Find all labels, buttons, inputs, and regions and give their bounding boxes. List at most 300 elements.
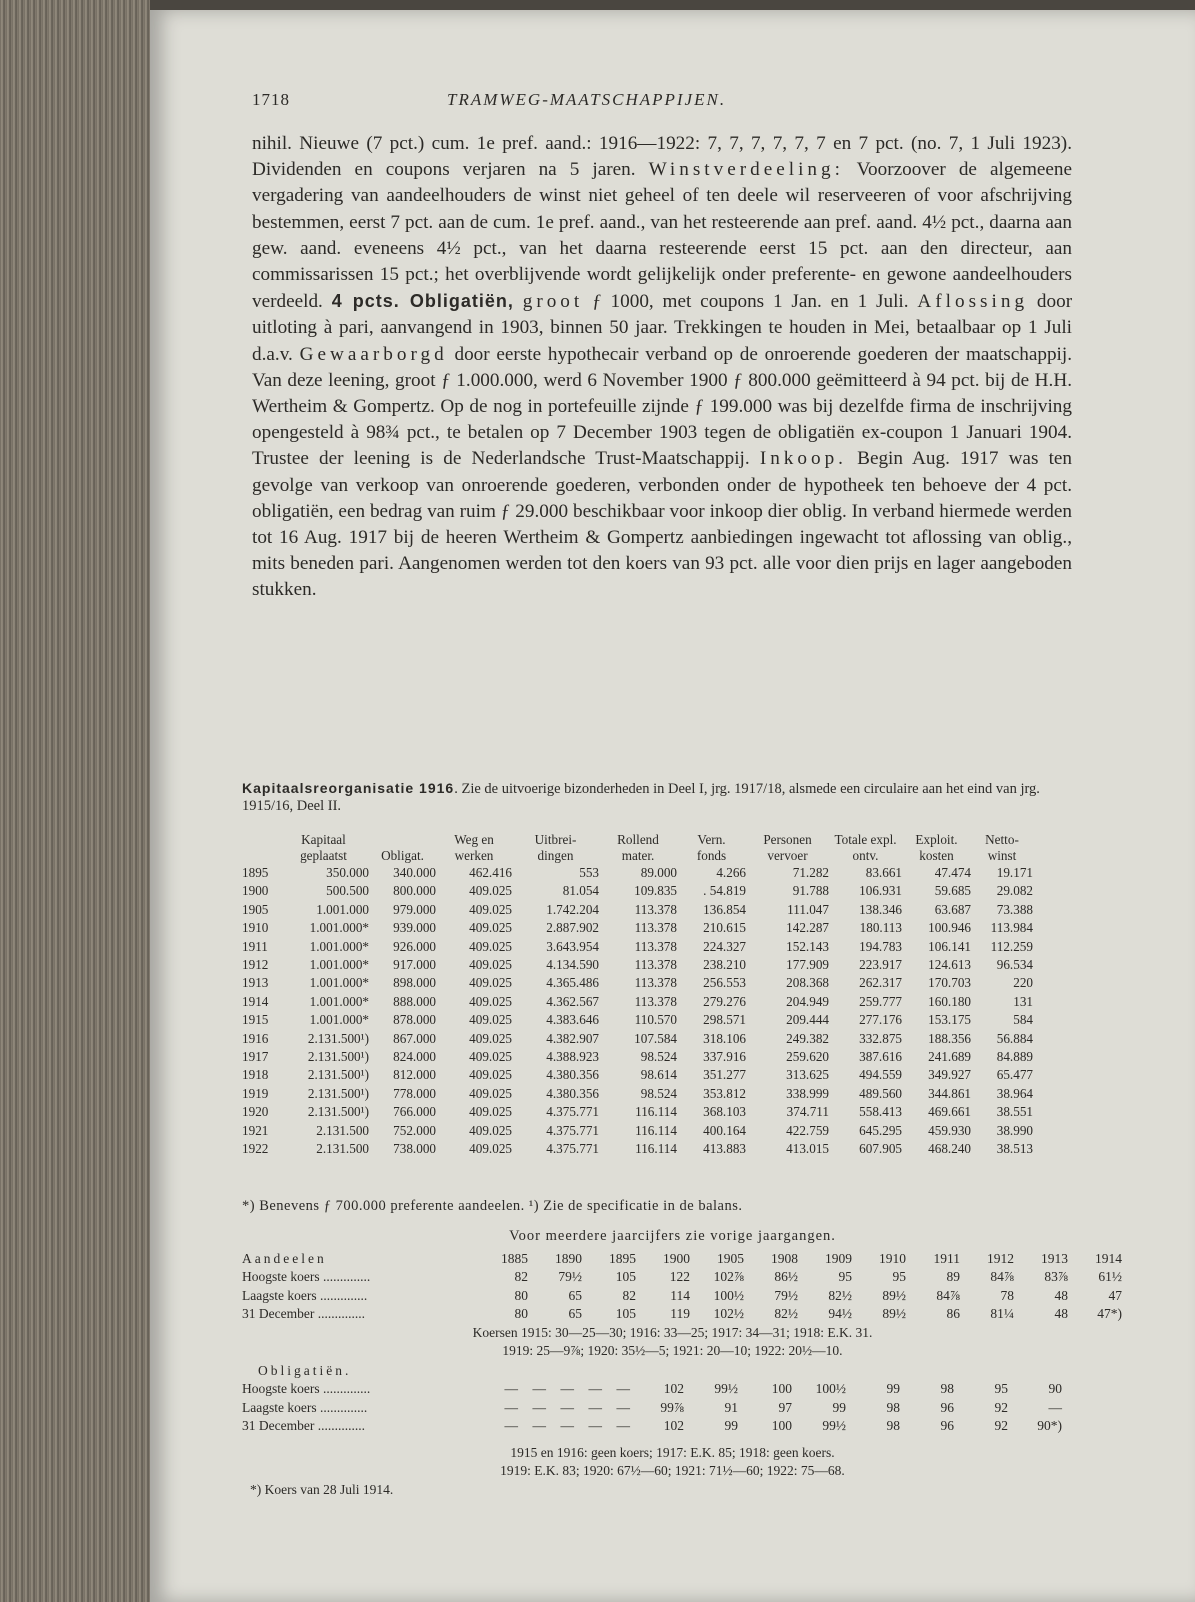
row-label: Hoogste koers ..............	[242, 1269, 371, 1285]
table-cell: 102	[663, 1418, 684, 1434]
financial-table	[242, 832, 1033, 1159]
table-cell: 99⅞	[660, 1399, 684, 1415]
obligatien-table	[242, 1362, 1062, 1436]
col-header: Netto- winst	[985, 832, 1019, 863]
table-cell: 778.000	[393, 1085, 436, 1101]
table-cell: 152.143	[786, 938, 829, 954]
table-cell: 113.984	[990, 920, 1033, 936]
table-cell: —	[588, 1381, 602, 1397]
table-cell: 409.025	[469, 1012, 512, 1028]
table-cell: 99	[886, 1381, 900, 1397]
table-cell: 867.000	[393, 1030, 436, 1046]
year-cell: 1922	[242, 1141, 269, 1157]
year-cell: 1909	[825, 1251, 852, 1266]
col-header: Totale expl. ontv.	[834, 832, 897, 863]
table-cell: 79½	[558, 1269, 582, 1285]
year-cell: 1920	[242, 1104, 269, 1120]
table-cell: 939.000	[393, 920, 436, 936]
table-cell: 338.999	[786, 1085, 829, 1101]
table-cell: 38.513	[996, 1141, 1033, 1157]
table-cell: 413.883	[703, 1141, 746, 1157]
obligatien-footnote: *) Koers van 28 Juli 1914.	[250, 1482, 394, 1497]
table-cell: 84.889	[996, 1049, 1033, 1065]
obligatien-title-row	[242, 1362, 1062, 1380]
table-cell: 210.615	[703, 920, 746, 936]
year-cell: 1913	[242, 975, 269, 991]
text-gewaarborgd: door eerste hypothecair verband op de onroerende goederen der maatschappij. Van deze leening, groot ƒ 1.000.000, werd 6 November 1900 ƒ 800.000 geëmitteerd à 94 pct. bij de H.H. Wertheim & Gompertz. Op de nog in portefeuille zijnde ƒ 199.000 was bij dezelfde firma de inschrijving opengesteld à 98¾ pct., te betalen op 7 December 1903 tegen de obligatiën ex-coupon 1 Januari 1904. Trustee der leening is de Nederlandsche Trust-Maatschappij.	[252, 343, 1073, 470]
table-cell: 4.388.923	[546, 1049, 599, 1065]
table-cell: . 54.819	[703, 883, 746, 899]
col-header: Uitbrei- dingen	[534, 832, 577, 863]
table-cell: 4.365.486	[546, 975, 599, 991]
kapitaalsreorganisatie-text: . Zie de uitvoerige bizonderheden in Deel I, jrg. 1917/18, alsmede een circulaire aan het eind van jrg. 1915/16, Deel II.	[242, 781, 1040, 814]
table-cell: 100½	[815, 1381, 846, 1397]
table-row	[242, 938, 1033, 956]
body-paragraph	[252, 131, 1072, 604]
table-cell: 59.685	[934, 883, 971, 899]
table-cell: 90	[1048, 1381, 1062, 1397]
table-cell: 84⅞	[936, 1287, 960, 1303]
table-cell: 332.875	[859, 1030, 902, 1046]
table-cell: 979.000	[393, 901, 436, 917]
table-row	[242, 864, 1033, 882]
year-cell: 1890	[555, 1251, 582, 1266]
table-cell: 262.317	[859, 975, 902, 991]
year-cell: 1905	[717, 1251, 744, 1266]
table-cell: 350.000	[326, 865, 369, 880]
table-cell: 738.000	[393, 1141, 436, 1157]
table-cell: 82	[514, 1269, 528, 1285]
table-cell: —	[532, 1399, 546, 1415]
table-cell: 387.616	[859, 1049, 902, 1065]
table-cell: —	[588, 1418, 602, 1434]
table-cell: 800.000	[393, 883, 436, 899]
table-cell: 2.131.500	[316, 1141, 369, 1157]
table-cell: 105	[615, 1269, 636, 1285]
aandeelen-title: Aandeelen	[242, 1251, 327, 1266]
table-cell: 100½	[713, 1287, 744, 1303]
page-number: 1718	[252, 90, 290, 109]
col-header: Rollend mater.	[617, 832, 659, 863]
table-cell: 160.180	[928, 993, 971, 1009]
table-cell: 92	[994, 1399, 1008, 1415]
document-page	[150, 10, 1195, 1602]
table-cell: 194.783	[859, 938, 902, 954]
table-cell: 65	[568, 1287, 582, 1303]
table-cell: 259.777	[859, 993, 902, 1009]
table-cell: 409.025	[469, 975, 512, 991]
book-page-edges	[0, 0, 150, 1602]
table-cell: 279.276	[703, 993, 746, 1009]
table-cell: 136.854	[703, 901, 746, 917]
table-cell: 766.000	[393, 1104, 436, 1120]
table-cell: 2.131.500¹)	[307, 1085, 369, 1101]
table-cell: 95	[892, 1269, 906, 1285]
table-row	[242, 901, 1033, 919]
table-cell: 98.614	[640, 1067, 677, 1083]
table-cell: 469.661	[928, 1104, 971, 1120]
year-cell: 1911	[242, 938, 268, 954]
text-winstverdeeling: Voorzoover de algemeene vergadering van aandeelhouders de winst niet geheel of ten deele wil reserveeren of voor afschrijving bestemmen, eerst 7 pct. aan de cum. 1e pref. aand., van het resteerende aan pref. aand. 4½ pct., daarna aan gew. aand. eveneens 4½ pct., van het daarna resteerende eerst 15 pct. aan den directeur, aan commissarissen 15 pct.; het overblijvende wordt gelijkelijk onder preferente- en gewone aandeelhouders verdeeld.	[252, 159, 1073, 313]
table-cell: —	[616, 1418, 630, 1434]
table-cell: 259.620	[786, 1049, 829, 1065]
table-cell: 86	[946, 1306, 960, 1322]
table-row	[242, 1048, 1033, 1066]
table-cell: 224.327	[703, 938, 746, 954]
table-cell: 89.000	[640, 865, 677, 880]
table-row	[242, 974, 1033, 992]
table-cell: 98	[886, 1418, 900, 1434]
table-cell: 71.282	[792, 865, 829, 880]
table-cell: 409.025	[469, 1049, 512, 1065]
year-cell: 1910	[879, 1251, 906, 1266]
table-cell: 4.375.771	[546, 1104, 599, 1120]
obligatien-koersen-1: 1915 en 1916: geen koers; 1917: E.K. 85; 1918: geen koers.	[510, 1445, 835, 1460]
table-cell: 82½	[828, 1287, 852, 1303]
aandeelen-koersen-1: Koersen 1915: 30—25—30; 1916: 33—25; 1917: 34—31; 1918: E.K. 31.	[472, 1325, 873, 1340]
table-cell: 4.380.356	[546, 1067, 599, 1083]
table-cell: 1.001.000*	[309, 975, 369, 991]
table-cell: 113.378	[634, 993, 677, 1009]
table-cell: 96.534	[996, 957, 1033, 973]
table-cell: 413.015	[786, 1141, 829, 1157]
table-cell: 80	[514, 1287, 528, 1303]
table-cell: 917.000	[393, 957, 436, 973]
table-cell: 177.909	[786, 957, 829, 973]
col-header: Obligat.	[381, 848, 424, 863]
table-row	[242, 1417, 1062, 1435]
table-cell: 98	[886, 1399, 900, 1415]
table-cell: 180.113	[859, 920, 902, 936]
table-cell: 109.835	[634, 883, 677, 899]
table-row	[242, 1268, 1122, 1286]
table-cell: 1.001.000	[316, 901, 369, 917]
table-cell: 223.917	[859, 957, 902, 973]
col-header	[242, 832, 278, 864]
table-row	[242, 1011, 1033, 1029]
table-cell: 105	[615, 1306, 636, 1322]
table-cell: 98	[940, 1381, 954, 1397]
table-cell: 73.388	[996, 901, 1033, 917]
table-cell: 116.114	[635, 1141, 677, 1157]
table-cell: 29.082	[996, 883, 1033, 899]
table-cell: 409.025	[469, 920, 512, 936]
table-cell: 409.025	[469, 901, 512, 917]
table-cell: 38.964	[996, 1085, 1033, 1101]
year-cell: 1915	[242, 1012, 269, 1028]
table-cell: 238.210	[703, 957, 746, 973]
table-cell: 47.474	[934, 865, 971, 880]
table-row	[242, 956, 1033, 974]
table-cell: 91	[724, 1399, 738, 1415]
table-cell: 3.643.954	[546, 938, 599, 954]
note-jaarcijfers: Voor meerdere jaarcijfers zie vorige jaargangen.	[509, 1228, 836, 1244]
table-cell: 82	[622, 1287, 636, 1303]
table-cell: 89	[946, 1269, 960, 1285]
table-cell: 256.553	[703, 975, 746, 991]
table-cell: 65	[568, 1306, 582, 1322]
table-cell: —	[504, 1399, 518, 1415]
table-cell: 313.625	[786, 1067, 829, 1083]
table-cell: 409.025	[469, 1122, 512, 1138]
table-cell: 131	[1013, 993, 1033, 1009]
year-cell: 1914	[1095, 1251, 1122, 1266]
table-cell: 340.000	[393, 865, 436, 880]
table-cell: 153.175	[928, 1012, 971, 1028]
kapitaalsreorganisatie-heading: Kapitaalsreorganisatie 1916	[242, 780, 455, 796]
table-cell: 188.356	[928, 1030, 971, 1046]
table-cell: 99½	[822, 1418, 846, 1434]
year-cell: 1914	[242, 993, 269, 1009]
table-cell: 47*)	[1097, 1306, 1122, 1322]
aandeelen-koersen-2: 1919: 25—9⅞; 1920: 35½—5; 1921: 20—10; 1922: 20½—10.	[502, 1343, 843, 1358]
table-cell: 277.176	[859, 1012, 902, 1028]
table-cell: 99	[832, 1399, 846, 1415]
obligatien-koersen-2: 1919: E.K. 83; 1920: 67½—60; 1921: 71½—60; 1922: 75—68.	[500, 1463, 845, 1478]
table-cell: 114	[670, 1287, 690, 1303]
table-cell: 2.131.500¹)	[307, 1104, 369, 1120]
table-cell: 81¼	[990, 1306, 1014, 1322]
col-header: Weg en werken	[454, 832, 494, 863]
table-cell: 351.277	[703, 1067, 746, 1083]
table-cell: 47	[1108, 1287, 1122, 1303]
table-cell: 98.524	[640, 1049, 677, 1065]
table-row	[242, 1085, 1033, 1103]
text-coupons: ƒ 1000, met coupons 1 Jan. en 1 Juli.	[592, 291, 909, 313]
table-cell: 241.689	[928, 1049, 971, 1065]
table-cell: —	[1048, 1399, 1062, 1415]
table-cell: 48	[1054, 1306, 1068, 1322]
table-row	[242, 1399, 1062, 1417]
col-header: Personen vervoer	[763, 832, 812, 863]
table-cell: 249.382	[786, 1030, 829, 1046]
table-cell: 84⅞	[990, 1269, 1014, 1285]
table-cell: 409.025	[469, 1141, 512, 1157]
table-cell: 94½	[828, 1306, 852, 1322]
year-cell: 1917	[242, 1049, 269, 1065]
year-cell: 1912	[242, 957, 269, 973]
kapitaalsreorganisatie-note	[242, 780, 1072, 815]
table-cell: —	[616, 1399, 630, 1415]
label-winstverdeeling: Winstverdeeling:	[648, 159, 844, 181]
table-cell: —	[616, 1381, 630, 1397]
table-cell: 4.382.907	[546, 1030, 599, 1046]
label-groot: groot	[522, 291, 584, 313]
table-cell: 208.368	[786, 975, 829, 991]
table-cell: 82½	[774, 1306, 798, 1322]
table-cell: 2.131.500	[316, 1122, 369, 1138]
table-header-row	[242, 832, 1033, 864]
table-cell: 119	[670, 1306, 690, 1322]
text-aflossing: door uitloting à pari, aanvangend in 1903, binnen 50 jaar. Trekkingen te houden in Mei, betaalbaar op 1 Juli d.a.v.	[252, 291, 1073, 365]
table-row	[242, 993, 1033, 1011]
table-cell: 89½	[882, 1287, 906, 1303]
row-label: 31 December ..............	[242, 1418, 365, 1434]
table-cell: 113.378	[634, 920, 677, 936]
table-cell: 1.001.000*	[309, 957, 369, 973]
table-row	[242, 1030, 1033, 1048]
table-cell: 400.164	[703, 1122, 746, 1138]
table-cell: 353.812	[703, 1085, 746, 1101]
table-cell: 349.927	[928, 1067, 971, 1083]
table-cell: 99½	[714, 1381, 738, 1397]
table-cell: 1.001.000*	[309, 1012, 369, 1028]
obligatien-title: Obligatiën.	[258, 1363, 352, 1378]
table-cell: 96	[940, 1418, 954, 1434]
table-cell: 824.000	[393, 1049, 436, 1065]
table-cell: 368.103	[703, 1104, 746, 1120]
col-header: Kapitaal geplaatst	[300, 832, 347, 863]
table-cell: 374.711	[786, 1104, 829, 1120]
table-cell: 113.378	[634, 901, 677, 917]
table-cell: 19.171	[996, 865, 1033, 880]
table-cell: —	[560, 1381, 574, 1397]
label-aflossing: Aflossing	[917, 291, 1029, 313]
table-cell: 96	[940, 1399, 954, 1415]
table-cell: 409.025	[469, 1104, 512, 1120]
table-cell: 102⅞	[713, 1269, 744, 1285]
table-cell: 56.884	[996, 1030, 1033, 1046]
table-cell: 220	[1013, 975, 1033, 991]
table-cell: 898.000	[393, 975, 436, 991]
aandeelen-year-row	[242, 1250, 1122, 1268]
table-cell: 116.114	[635, 1104, 677, 1120]
table-row	[242, 1305, 1122, 1323]
table-cell: 812.000	[393, 1067, 436, 1083]
table-cell: 63.687	[934, 901, 971, 917]
table-cell: 86½	[774, 1269, 798, 1285]
table-cell: 462.416	[469, 865, 512, 880]
footnote-benevens: *) Benevens ƒ 700.000 preferente aandeelen. ¹) Zie de specificatie in de balans.	[242, 1198, 743, 1214]
label-gewaarborgd: Gewaarborgd	[299, 343, 448, 365]
table-cell: 1.001.000*	[309, 938, 369, 954]
table-cell: 4.375.771	[546, 1122, 599, 1138]
table-cell: 422.759	[786, 1122, 829, 1138]
table-cell: 459.930	[928, 1122, 971, 1138]
table-cell: —	[532, 1418, 546, 1434]
table-cell: 61½	[1098, 1269, 1122, 1285]
table-cell: 78	[1000, 1287, 1014, 1303]
table-cell: 209.444	[786, 1012, 829, 1028]
table-cell: 2.131.500¹)	[307, 1030, 369, 1046]
table-cell: 4.134.590	[546, 957, 599, 973]
table-cell: 500.500	[326, 883, 369, 899]
label-inkoop: Inkoop.	[759, 448, 847, 470]
year-cell: 1905	[242, 901, 269, 917]
table-cell: 4.266	[716, 865, 746, 880]
year-cell: 1912	[987, 1251, 1014, 1266]
table-cell: 98.524	[640, 1085, 677, 1101]
table-cell: 409.025	[469, 1085, 512, 1101]
table-cell: 138.346	[859, 901, 902, 917]
table-cell: 83.661	[865, 865, 902, 880]
table-row	[242, 1287, 1122, 1305]
text-dividend: nihil. Nieuwe (7 pct.) cum. 1e pref. aand.: 1916—1922: 7, 7, 7, 7, 7, 7 en 7 pct. (no. 7, 1 Juli 1923). Dividenden en coupons verjaren na 5 jaren.	[252, 133, 1072, 181]
year-cell: 1916	[242, 1030, 269, 1046]
table-cell: —	[504, 1381, 518, 1397]
table-cell: 122	[669, 1269, 690, 1285]
table-cell: 91.788	[792, 883, 829, 899]
table-cell: 409.025	[469, 938, 512, 954]
table-cell: 409.025	[469, 993, 512, 1009]
table-cell: 48	[1054, 1287, 1068, 1303]
year-cell: 1918	[242, 1067, 269, 1083]
table-cell: 298.571	[703, 1012, 746, 1028]
table-cell: 95	[838, 1269, 852, 1285]
year-cell: 1911	[933, 1251, 960, 1266]
row-label: Hoogste koers ..............	[242, 1381, 371, 1397]
table-cell: 468.240	[928, 1141, 971, 1157]
table-cell: 113.378	[634, 957, 677, 973]
running-title: TRAMWEG-MAATSCHAPPIJEN.	[447, 90, 727, 109]
table-cell: 106.931	[859, 883, 902, 899]
table-cell: 888.000	[393, 993, 436, 1009]
table-cell: 1.001.000*	[309, 920, 369, 936]
table-cell: 100	[771, 1418, 792, 1434]
table-cell: 81.054	[562, 883, 599, 899]
year-cell: 1900	[242, 883, 269, 899]
table-cell: —	[588, 1399, 602, 1415]
table-cell: 102	[663, 1381, 684, 1397]
table-cell: 100.946	[928, 920, 971, 936]
table-cell: 553	[579, 865, 599, 880]
table-cell: 204.949	[786, 993, 829, 1009]
table-cell: —	[560, 1399, 574, 1415]
table-cell: 107.584	[634, 1030, 677, 1046]
table-cell: 2.887.902	[546, 920, 599, 936]
table-cell: 409.025	[469, 1067, 512, 1083]
table-cell: 124.613	[928, 957, 971, 973]
row-label: Laagste koers ..............	[242, 1287, 368, 1303]
table-cell: 926.000	[393, 938, 436, 954]
label-obligatien: 4 pcts. Obligatiën,	[331, 291, 514, 312]
table-cell: 113.378	[634, 975, 677, 991]
year-cell: 1910	[242, 920, 269, 936]
table-cell: 111.047	[787, 901, 829, 917]
table-cell: 89½	[882, 1306, 906, 1322]
table-cell: 1.001.000*	[309, 993, 369, 1009]
table-cell: 99	[724, 1418, 738, 1434]
table-cell: —	[560, 1418, 574, 1434]
table-cell: 106.141	[928, 938, 971, 954]
table-cell: 409.025	[469, 1030, 512, 1046]
table-cell: 645.295	[859, 1122, 902, 1138]
table-cell: 344.861	[928, 1085, 971, 1101]
year-cell: 1895	[609, 1251, 636, 1266]
year-cell: 1919	[242, 1085, 269, 1101]
table-cell: 4.375.771	[546, 1141, 599, 1157]
table-cell: 102½	[713, 1306, 744, 1322]
table-cell: 337.916	[703, 1049, 746, 1065]
year-cell: 1921	[242, 1122, 269, 1138]
table-cell: 112.259	[990, 938, 1033, 954]
table-cell: —	[532, 1381, 546, 1397]
table-row	[242, 882, 1033, 900]
table-cell: 79½	[774, 1287, 798, 1303]
table-cell: 92	[994, 1418, 1008, 1434]
table-cell: 95	[994, 1381, 1008, 1397]
table-cell: 97	[778, 1399, 792, 1415]
aandeelen-table	[242, 1250, 1122, 1324]
col-header: Exploit. kosten	[915, 832, 958, 863]
year-cell: 1885	[501, 1251, 528, 1266]
row-label: 31 December ..............	[242, 1306, 365, 1322]
table-cell: —	[504, 1418, 518, 1434]
table-cell: 558.413	[859, 1104, 902, 1120]
table-cell: 4.383.646	[546, 1012, 599, 1028]
table-cell: 318.106	[703, 1030, 746, 1046]
table-cell: 80	[514, 1306, 528, 1322]
